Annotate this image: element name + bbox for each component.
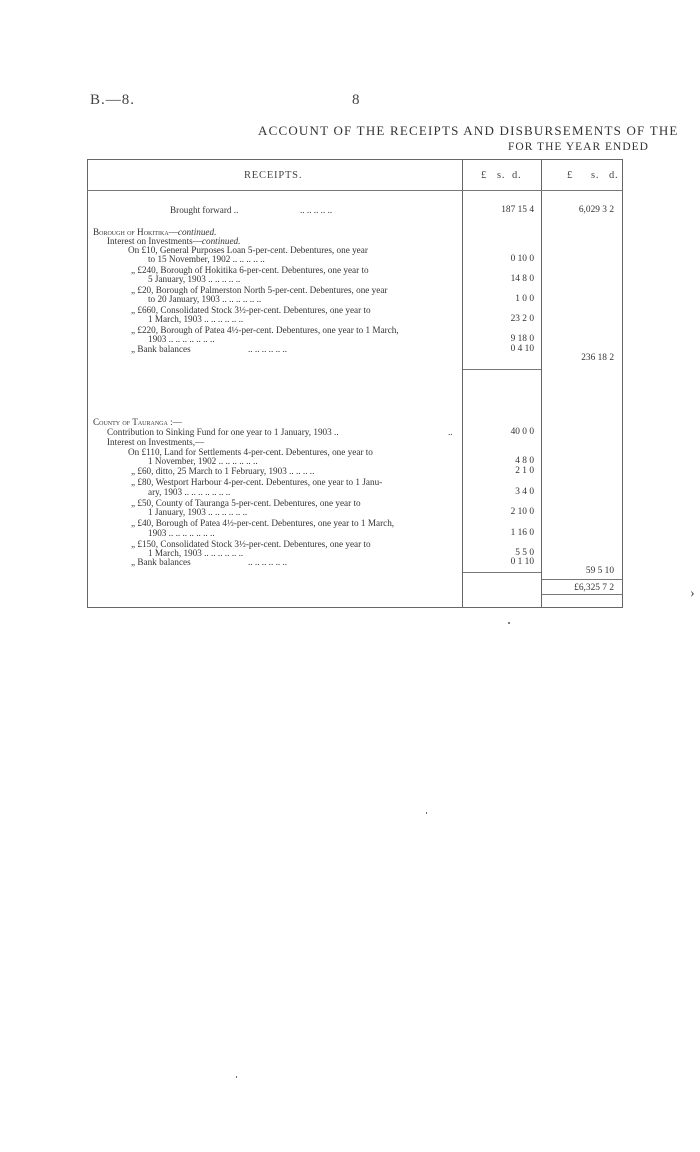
tauranga-item-6-line-2: 1 March, 1903 .. .. .. .. .. .. [148,548,244,558]
tauranga-item-4-line-1: „ £50, County of Tauranga 5-per-cent. Debentures, one year to [131,498,361,508]
hokitika-item-2-line-2: 5 January, 1903 .. .. .. .. .. [148,274,241,284]
hokitika-item-4-line-1: „ £660, Consolidated Stock 3½-per-cent. Debentures, one year to [131,305,371,315]
tauranga-interest-heading: Interest on Investments,— [107,437,205,447]
tauranga-item-6-amount: 5 5 0 [515,548,534,558]
hokitika-item-3-line-2: to 20 January, 1903 .. .. .. .. .. .. [148,294,262,304]
hokitika-heading-text: Borough of Hokitika— [93,227,178,237]
scan-speck [236,1076,237,1078]
col1-pence-heading: d. [512,170,522,181]
tauranga-item-5-amount: 1 16 0 [510,528,534,538]
header-rule [87,190,623,191]
hokitika-item-3-amount: 1 0 0 [515,294,534,304]
document-reference: B.—8. [90,92,136,108]
subtotal-rule-1 [463,369,541,370]
scan-speck [508,622,510,624]
account-title: ACCOUNT OF THE RECEIPTS AND DISBURSEMENTS OF THE [258,123,679,138]
tauranga-total: 59 5 10 [585,566,614,576]
brought-forward-subtotal: 187 15 4 [501,205,534,215]
hokitika-item-4-line-2: 1 March, 1903 .. .. .. .. .. .. [148,314,244,324]
page-number: 8 [352,92,360,108]
grand-total-rule-top [542,579,623,580]
tauranga-bank-dots: .. .. .. .. .. .. [248,557,288,567]
brought-forward-label: Brought forward .. [170,205,239,215]
tauranga-item-3-line-2: ary, 1903 .. .. .. .. .. .. .. [148,487,231,497]
tauranga-bank-amount: 0 1 10 [510,557,534,567]
account-subtitle: FOR THE YEAR ENDED [508,141,649,153]
brought-forward-dots: .. .. .. .. .. [300,205,333,215]
margin-mark: › [690,586,695,601]
hokitika-interest-suffix: continued. [201,236,241,246]
subtotal-rule-2 [463,572,541,573]
col2-pounds-heading: £ [567,170,574,181]
tauranga-item-2-amount: 2 1 0 [515,466,534,476]
scan-speck [426,812,427,814]
column-divider-1 [462,159,463,608]
hokitika-item-1-amount: 0 10 0 [510,254,534,264]
tauranga-heading: County of Tauranga :— [93,417,182,427]
hokitika-total: 236 18 2 [581,353,614,363]
hokitika-item-5-amount: 9 18 0 [510,334,534,344]
column-divider-2 [541,159,542,608]
tauranga-sinking-fund-amount: 40 0 0 [510,427,534,437]
receipts-column-heading: RECEIPTS. [244,170,303,181]
hokitika-item-3-line-1: „ £20, Borough of Palmerston North 5-per-cent. Debentures, one year [131,285,388,295]
hokitika-item-2-line-1: „ £240, Borough of Hokitika 6-per-cent. Debentures, one year to [131,265,369,275]
hokitika-item-2-amount: 14 8 0 [510,274,534,284]
tauranga-sinking-fund-dots: .. [448,427,453,437]
hokitika-item-5-line-1: „ £220, Borough of Patea 4½-per-cent. Debentures, one year to 1 March, [131,325,399,335]
tauranga-item-5-line-2: 1903 .. .. .. .. .. .. .. [148,528,215,538]
hokitika-item-4-amount: 23 2 0 [510,314,534,324]
col1-shillings-heading: s. [497,170,506,181]
col1-pounds-heading: £ [481,170,488,181]
hokitika-bank-label: „ Bank balances [131,344,191,354]
tauranga-item-3-line-1: „ £80, Westport Harbour 4-per-cent. Debentures, one year to 1 Janu- [131,477,383,487]
grand-total-rule-bottom [542,594,623,595]
hokitika-bank-dots: .. .. .. .. .. .. [248,344,288,354]
tauranga-item-6-line-1: „ £150, Consolidated Stock 3½-per-cent. Debentures, one year to [131,539,371,549]
hokitika-item-1-line-2: to 15 November, 1902 .. .. .. .. .. [148,254,265,264]
tauranga-item-1-amount: 4 8 0 [515,456,534,466]
hokitika-bank-amount: 0 4 10 [510,344,534,354]
col2-shillings-heading: s. [591,170,600,181]
tauranga-item-5-line-1: „ £40, Borough of Patea 4½-per-cent. Debentures, one year to 1 March, [131,518,395,528]
col2-pence-heading: d. [609,170,619,181]
tauranga-sinking-fund-label: Contribution to Sinking Fund for one year to 1 January, 1903 .. [107,427,339,437]
tauranga-bank-label: „ Bank balances [131,557,191,567]
tauranga-item-3-amount: 3 4 0 [515,487,534,497]
hokitika-item-5-line-2: 1903 .. .. .. .. .. .. .. [148,334,215,344]
hokitika-interest-text: Interest on Investments— [107,236,202,246]
hokitika-item-1-line-1: On £10, General Purposes Loan 5-per-cent. Debentures, one year [128,245,368,255]
tauranga-item-1-line-2: 1 November, 1902 .. .. .. .. .. .. [148,456,258,466]
tauranga-item-2-line-1: „ £60, ditto, 25 March to 1 February, 1903 .. .. .. .. [131,466,315,476]
tauranga-item-1-line-1: On £110, Land for Settlements 4-per-cent. Debentures, one year to [128,447,373,457]
brought-forward-total: 6,029 3 2 [578,205,614,215]
hokitika-heading-suffix: continued. [177,227,217,237]
tauranga-item-4-amount: 2 10 0 [510,507,534,517]
grand-total: £6,325 7 2 [574,583,614,593]
tauranga-item-4-line-2: 1 January, 1903 .. .. .. .. .. .. [148,507,248,517]
